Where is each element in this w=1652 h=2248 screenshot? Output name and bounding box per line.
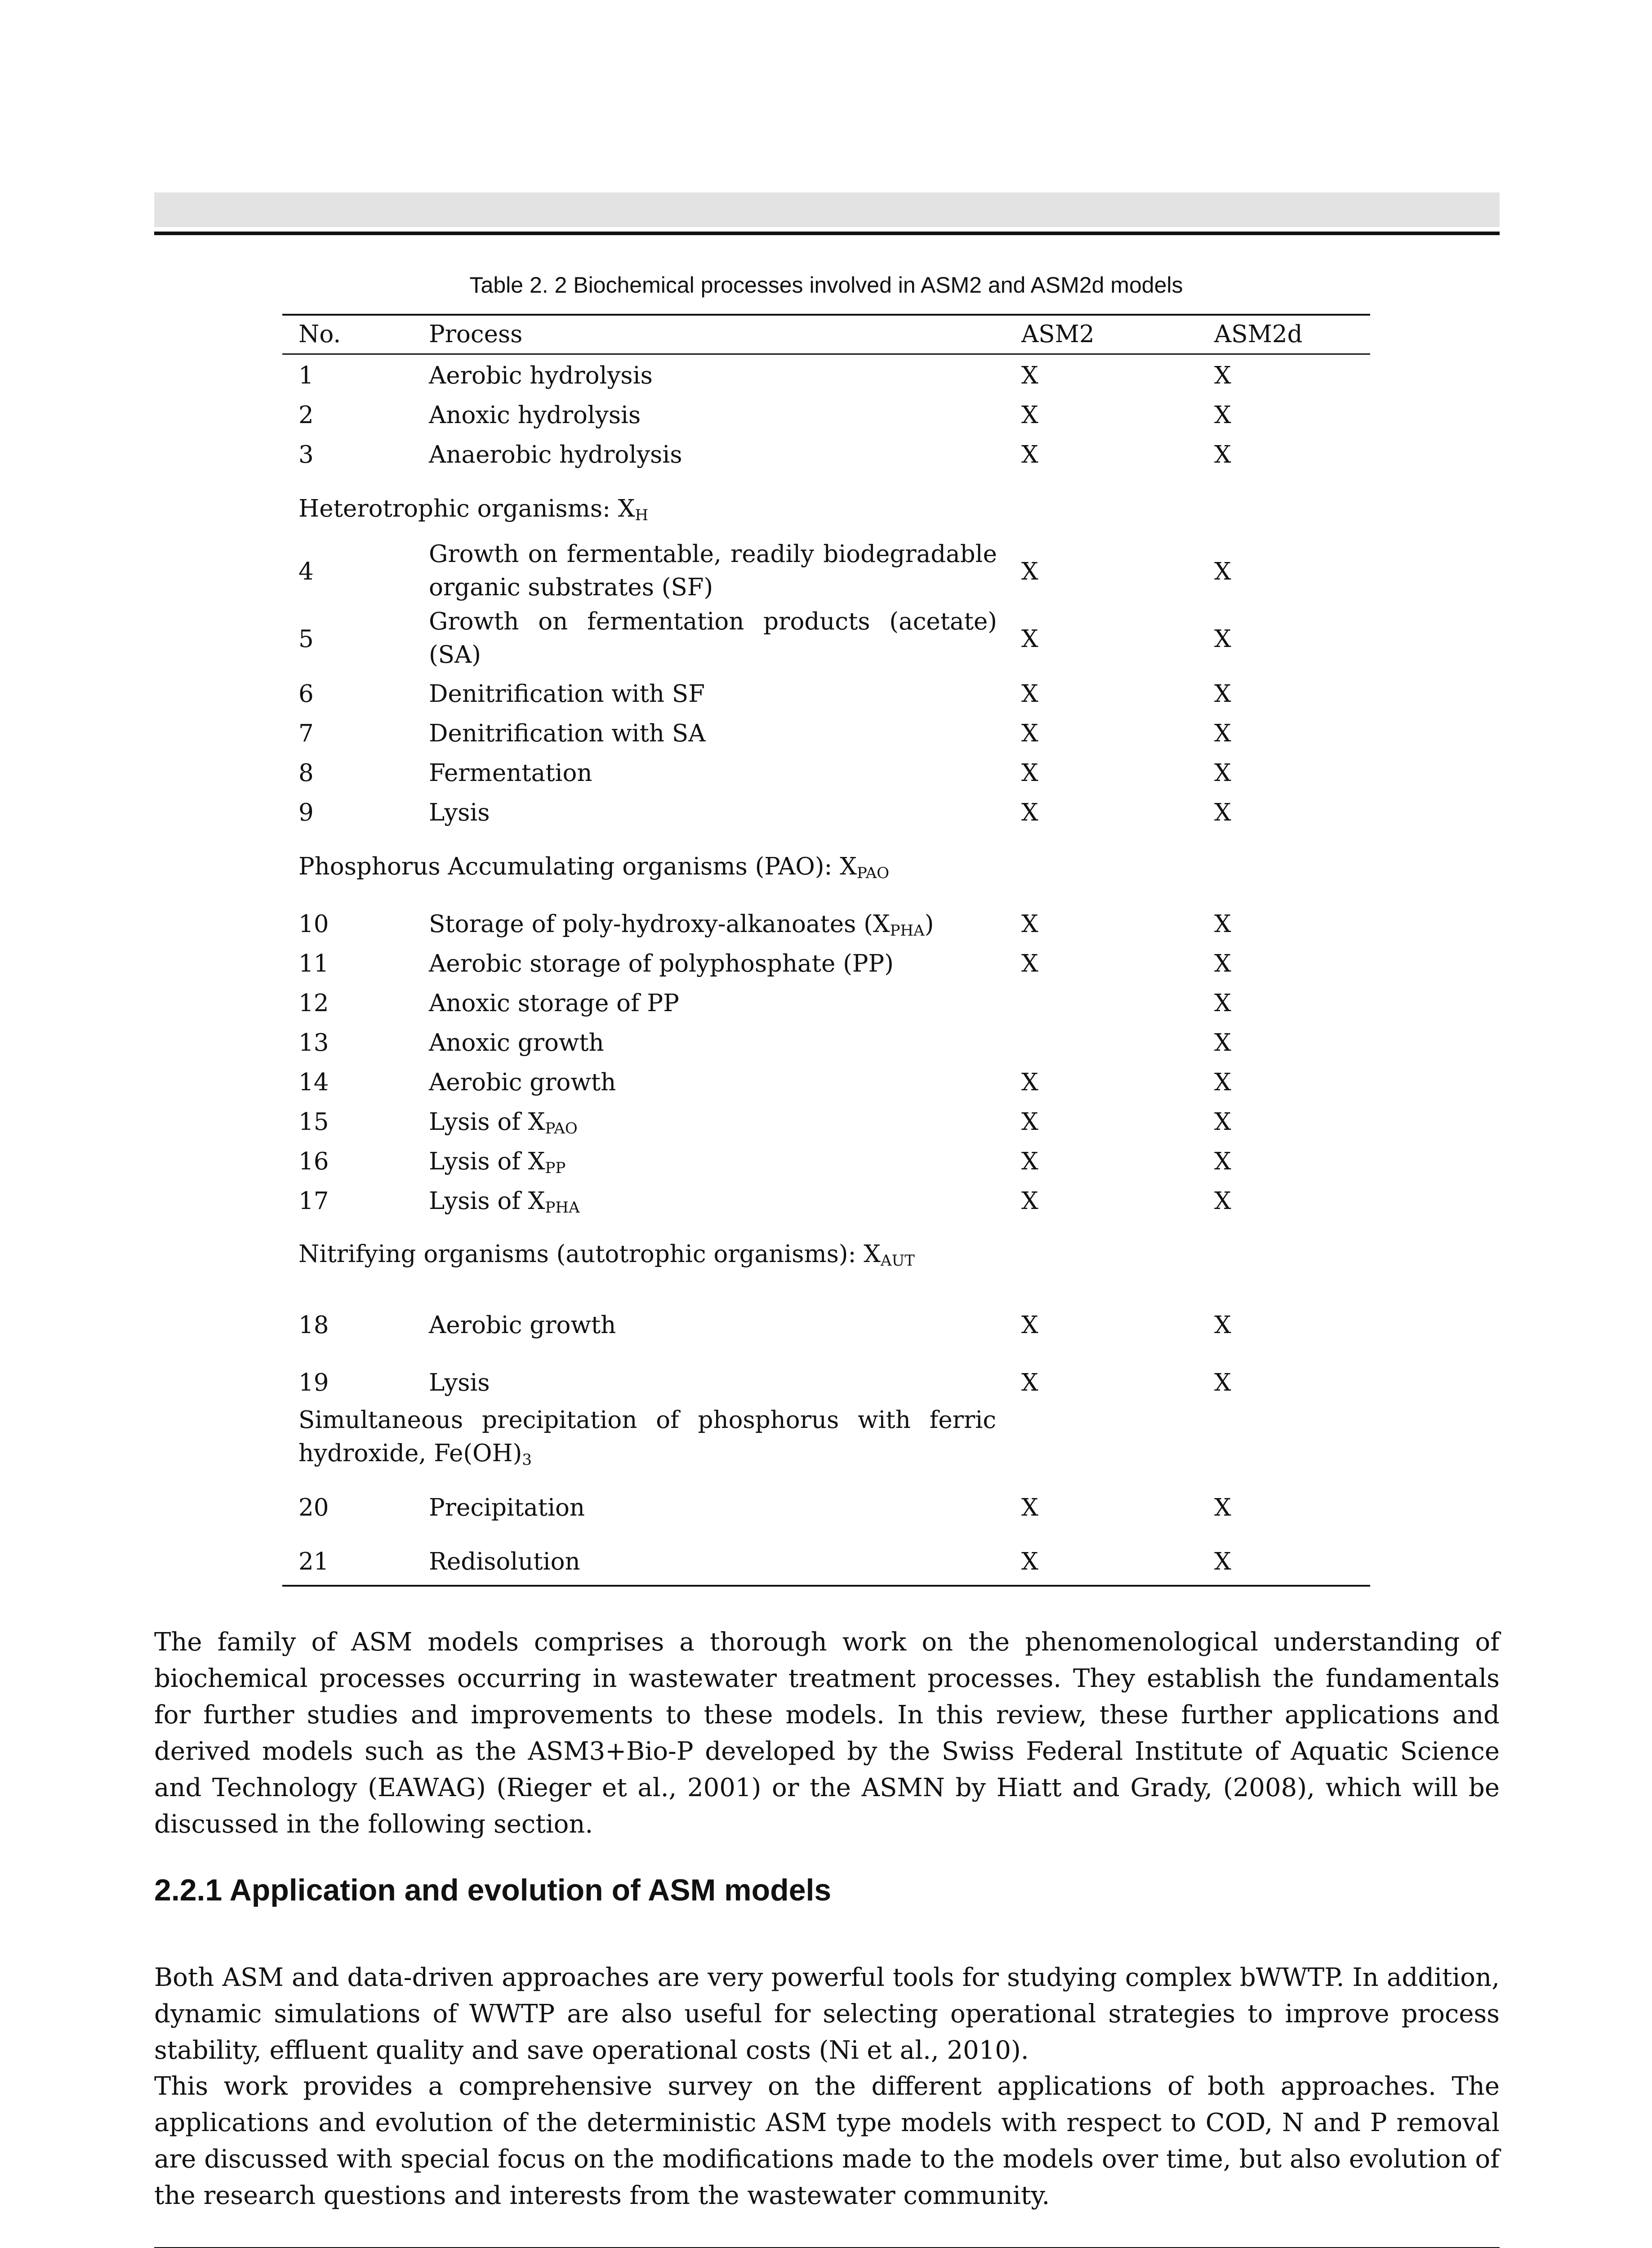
row-2-asm2: X (1021, 401, 1038, 429)
row-13-process: Anoxic growth (429, 1029, 604, 1057)
row-2-no: 2 (298, 401, 314, 429)
section-nitrifying: Nitrifying organisms (autotrophic organisms): $X_{AUT}$ (298, 1240, 915, 1270)
row-17-asm2d: X (1214, 1187, 1231, 1215)
row-18-process: Aerobic growth (429, 1311, 616, 1339)
row-11-process: Aerobic storage of polyphosphate (PP) (429, 950, 894, 977)
header-asm2: ASM2 (1021, 321, 1095, 348)
row-9-asm2d: X (1214, 799, 1231, 826)
row-21-process: Redisolution (429, 1548, 580, 1575)
row-6-asm2: X (1021, 680, 1038, 708)
paragraph-asm-family: The family of ASM models comprises a thorough work on the phenomenological understanding of biochemical processes occurring in wastewater treatment processes. They establish the fundamentals for further studies and improvements to these models. In this review, these further applications and derived models such as the ASM3+Bio-P developed by the Swiss Federal Institute of Aquatic Science and Technology (EAWAG) (Rieger et al., 2001) or the ASMN by Hiatt and Grady, (2008), which will be discussed in the following section. (154, 1628, 1500, 1839)
row-14-asm2: X (1021, 1069, 1038, 1096)
paragraph-approaches: Both ASM and data-driven approaches are very powerful tools for studying complex bWWTP. In addition, dynamic simulations of WWTP are also useful for selecting operational strategies to improve process stability, effluent quality and save operational costs (Ni et al., 2010). (154, 1963, 1500, 2065)
row-21-asm2d: X (1214, 1548, 1231, 1575)
row-9-process: Lysis (429, 799, 490, 826)
row-3-asm2: X (1021, 441, 1038, 468)
row-9-asm2: X (1021, 799, 1038, 826)
row-19-process: Lysis (429, 1369, 490, 1396)
section-pao: Phosphorus Accumulating organisms (PAO): $X_{PAO}$ (298, 853, 890, 882)
row-15-no: 15 (298, 1108, 329, 1136)
row-1-asm2d: X (1214, 362, 1231, 389)
row-7-asm2: X (1021, 720, 1038, 747)
row-1-no: 1 (298, 362, 314, 389)
header-no: No. (298, 321, 341, 348)
row-4-no: 4 (298, 558, 314, 585)
row-20-process: Precipitation (429, 1494, 585, 1521)
row-18-asm2: X (1021, 1311, 1038, 1339)
header-asm2d: ASM2d (1214, 321, 1303, 348)
section-heterotrophic: Heterotrophic organisms: $X_H$ (298, 495, 649, 524)
row-4-process: Growth on fermentable, readily biodegradable organic substrates (SF) (429, 540, 997, 601)
row-16-asm2d: X (1214, 1148, 1231, 1175)
row-12-process: Anoxic storage of PP (429, 990, 679, 1017)
row-7-no: 7 (298, 720, 314, 747)
row-15-asm2d: X (1214, 1108, 1231, 1136)
row-7-asm2d: X (1214, 720, 1231, 747)
row-19-asm2d: X (1214, 1369, 1231, 1396)
table-bottom-rule (282, 1585, 1370, 1587)
row-19-no: 19 (298, 1369, 329, 1396)
row-16-no: 16 (298, 1148, 329, 1175)
row-20-no: 20 (298, 1494, 329, 1521)
row-12-asm2d: X (1214, 990, 1231, 1017)
row-12-no: 12 (298, 990, 329, 1017)
row-20-asm2d: X (1214, 1494, 1231, 1521)
table-caption: Table 2. 2 Biochemical processes involved in ASM2 and ASM2d models (469, 272, 1183, 298)
row-3-asm2d: X (1214, 441, 1231, 468)
row-15-asm2: X (1021, 1108, 1038, 1136)
row-18-asm2d: X (1214, 1311, 1231, 1339)
row-13-asm2d: X (1214, 1029, 1231, 1057)
row-21-no: 21 (298, 1548, 329, 1575)
row-10-no: 10 (298, 910, 329, 938)
row-8-no: 8 (298, 759, 314, 787)
row-8-process: Fermentation (429, 759, 592, 787)
row-16-process: Lysis of $X_{PP}$ (429, 1148, 566, 1177)
row-3-process: Anaerobic hydrolysis (429, 441, 682, 468)
row-1-asm2: X (1021, 362, 1038, 389)
row-5-process: Growth on fermentation products (acetate) (SA) (429, 608, 997, 669)
row-14-process: Aerobic growth (429, 1069, 616, 1096)
row-21-asm2: X (1021, 1548, 1038, 1575)
row-11-asm2: X (1021, 950, 1038, 977)
table-header-rule (282, 353, 1370, 355)
row-4-asm2: X (1021, 558, 1038, 585)
row-19-asm2: X (1021, 1369, 1038, 1396)
row-9-no: 9 (298, 799, 314, 826)
header-process: Process (429, 321, 523, 348)
row-7-process: Denitrification with SA (429, 720, 706, 747)
row-6-asm2d: X (1214, 680, 1231, 708)
row-1-process: Aerobic hydrolysis (429, 362, 653, 389)
row-18-no: 18 (298, 1311, 329, 1339)
header-band (154, 192, 1500, 227)
row-8-asm2d: X (1214, 759, 1231, 787)
row-6-no: 6 (298, 680, 314, 708)
row-11-asm2d: X (1214, 950, 1231, 977)
row-11-no: 11 (298, 950, 329, 977)
paragraph-survey: This work provides a comprehensive survey on the different applications of both approaches. The applications and evolution of the deterministic ASM type models with respect to COD, N and P removal are discussed with special focus on the modifications made to the models over time, but also evolution of the research questions and interests from the wastewater community. (154, 2072, 1500, 2210)
row-14-no: 14 (298, 1069, 329, 1096)
row-5-asm2d: X (1214, 625, 1231, 653)
row-8-asm2: X (1021, 759, 1038, 787)
row-17-asm2: X (1021, 1187, 1038, 1215)
row-15-process: Lysis of $X_{PAO}$ (429, 1108, 578, 1137)
row-10-asm2d: X (1214, 910, 1231, 938)
section-precipitation: Simultaneous precipitation of phosphorus with ferric hydroxide, $Fe(OH)_3$ (298, 1406, 996, 1469)
table-top-rule (282, 314, 1370, 316)
section-heading: 2.2.1 Application and evolution of ASM models (154, 1873, 832, 1907)
row-2-asm2d: X (1214, 401, 1231, 429)
row-4-asm2d: X (1214, 558, 1231, 585)
row-16-asm2: X (1021, 1148, 1038, 1175)
row-10-asm2: X (1021, 910, 1038, 938)
header-rule (154, 232, 1500, 235)
row-3-no: 3 (298, 441, 314, 468)
row-5-asm2: X (1021, 625, 1038, 653)
row-6-process: Denitrification with SF (429, 680, 705, 708)
row-14-asm2d: X (1214, 1069, 1231, 1096)
row-10-process: Storage of poly-hydroxy-alkanoates $(X_{PHA})$ (429, 910, 934, 940)
row-20-asm2: X (1021, 1494, 1038, 1521)
row-17-process: Lysis of $X_{PHA}$ (429, 1187, 580, 1217)
row-2-process: Anoxic hydrolysis (429, 401, 641, 429)
row-17-no: 17 (298, 1187, 329, 1215)
row-13-no: 13 (298, 1029, 329, 1057)
row-5-no: 5 (298, 625, 314, 653)
